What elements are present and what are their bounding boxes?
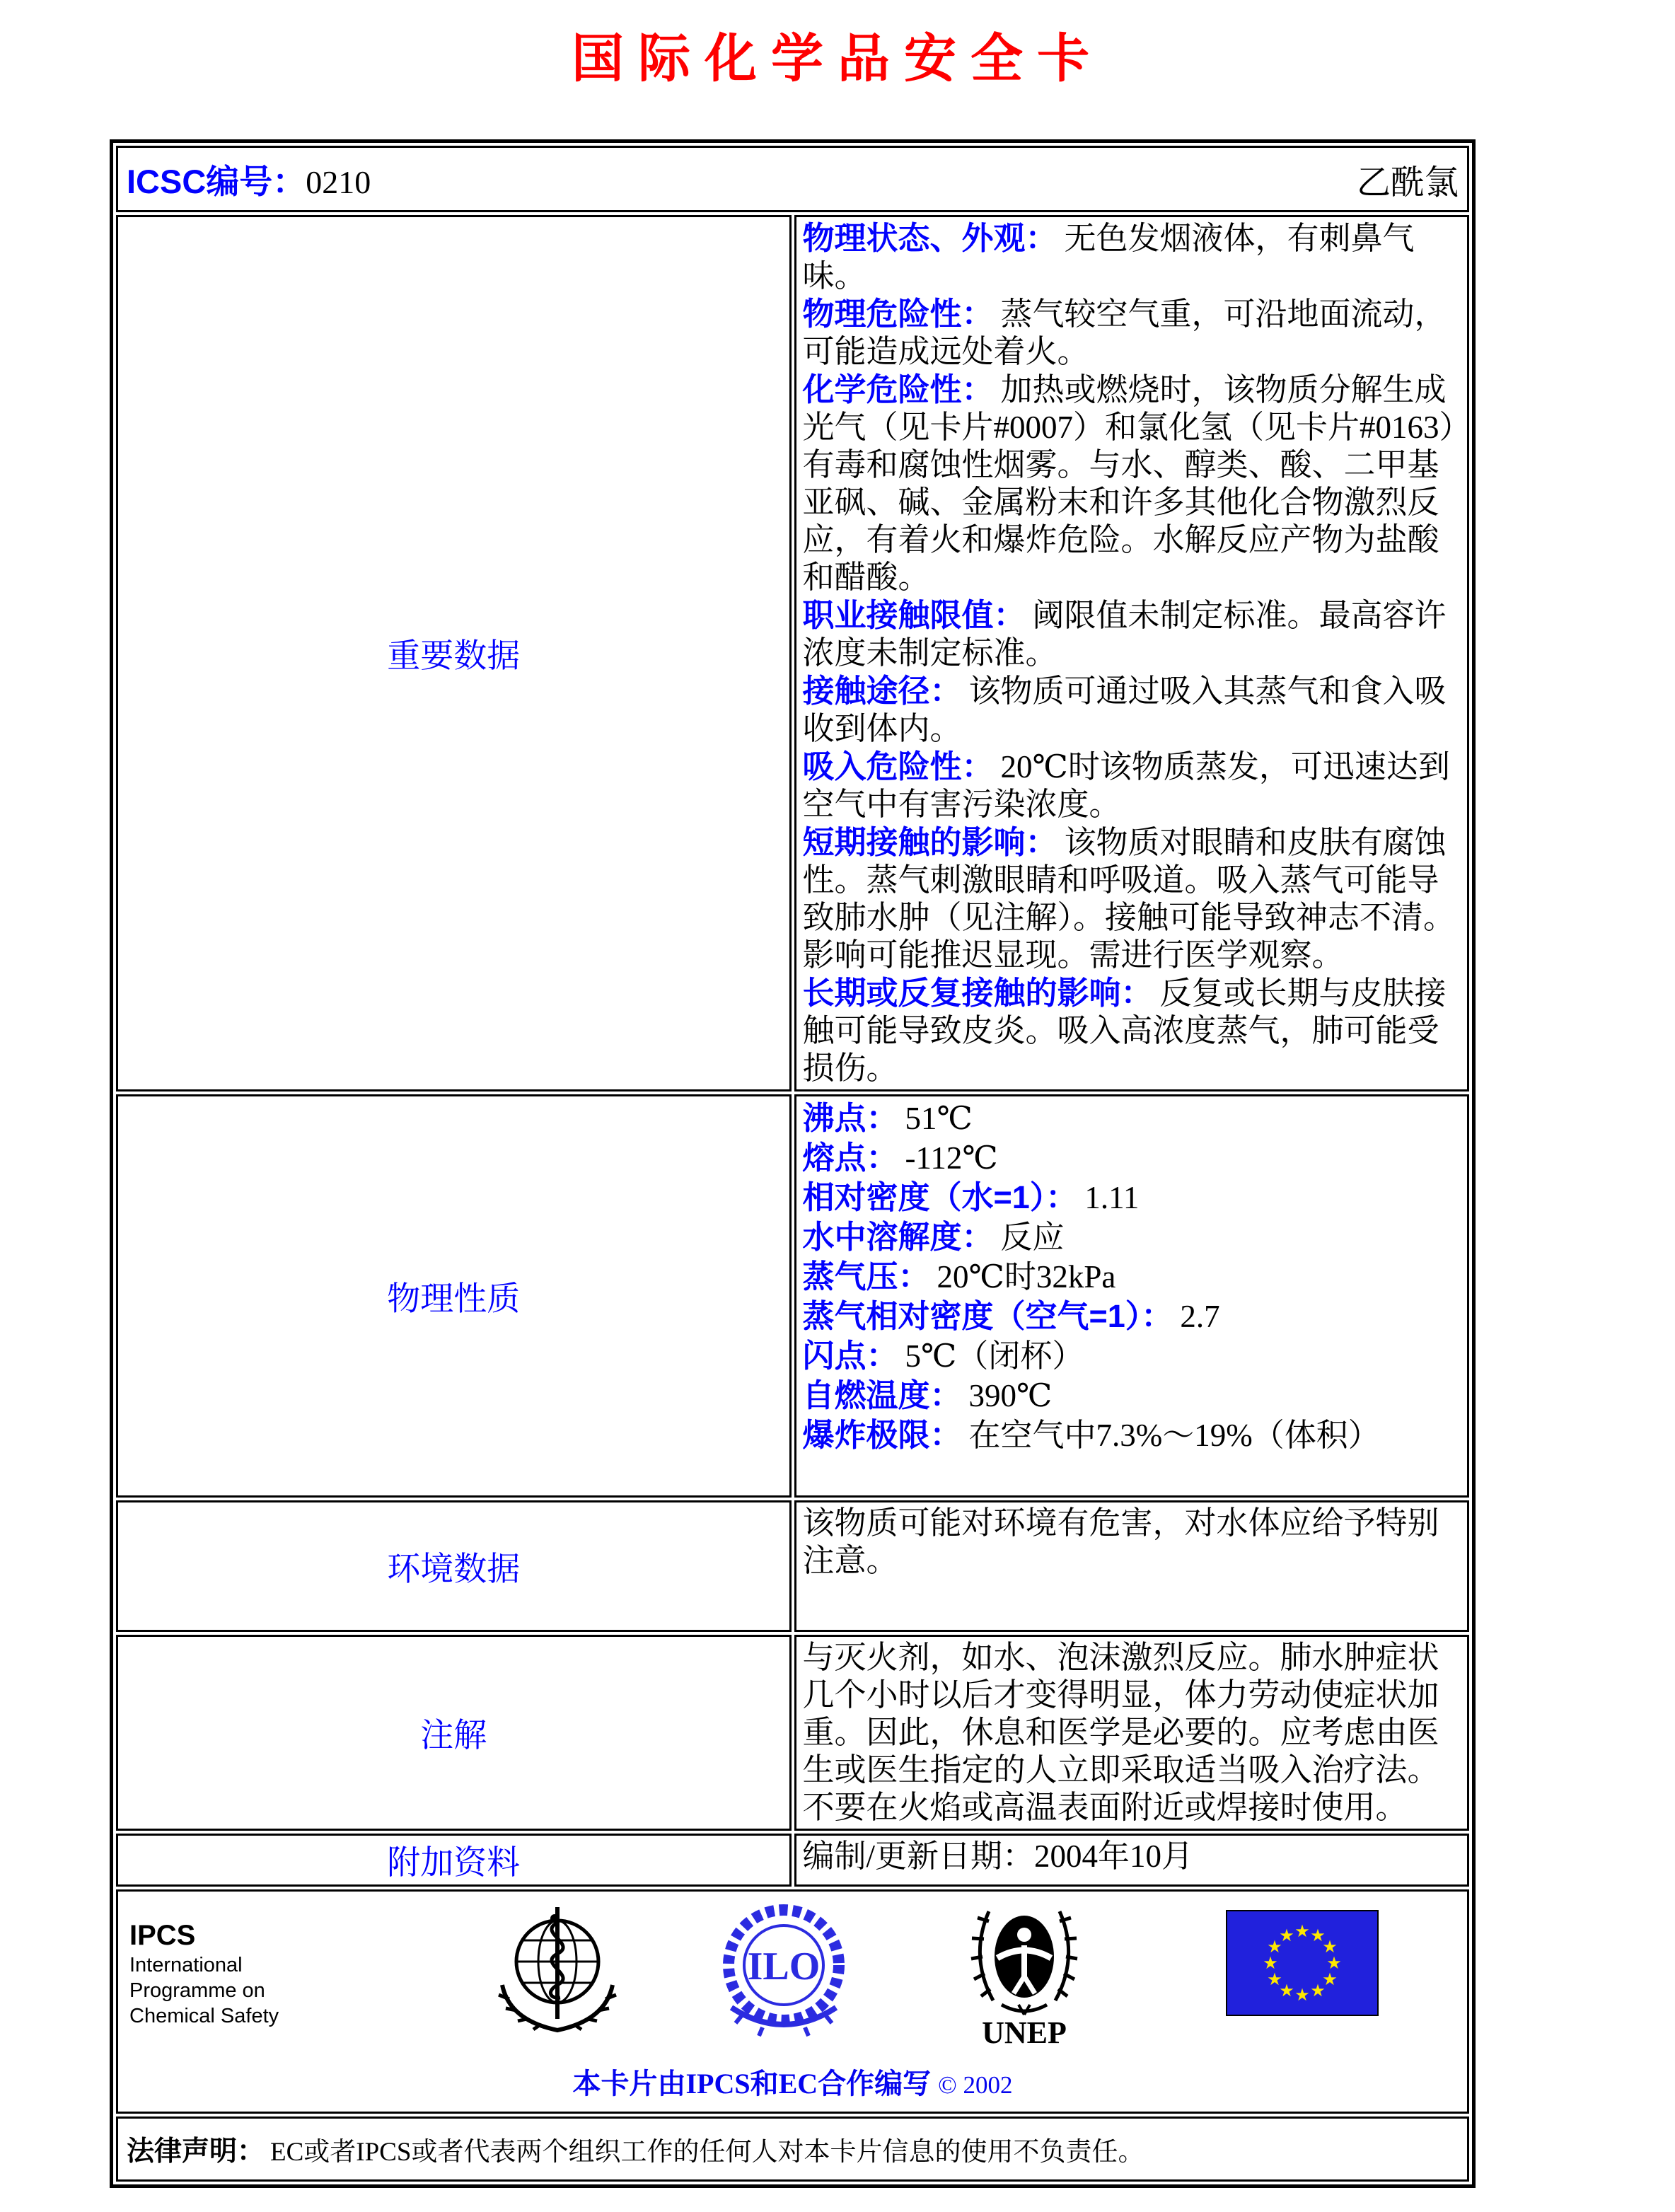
field-label: 化学危险性：	[802, 371, 994, 407]
legal-row	[116, 2117, 1469, 2182]
field-label: 蒸气相对密度（空气=1）：	[802, 1298, 1173, 1334]
physical-property-item	[803, 1336, 1459, 1376]
important-data-item	[803, 596, 1459, 672]
caption-year: © 2002	[938, 2071, 1013, 2099]
field-value: 390℃	[968, 1378, 1053, 1413]
icsc-number-group	[127, 156, 371, 203]
page-title: 国际化学品安全卡	[572, 30, 1103, 88]
field-label: 相对密度（水=1）：	[802, 1179, 1078, 1215]
additional-info-row	[116, 1834, 1469, 1887]
important-data-row	[116, 215, 1469, 1091]
field-value: 加热或燃烧时，该物质分解生成光气（见卡片#0007）和氯化氢（见卡片#0163）有毒和腐蚀性烟雾。与水、醇类、酸、二甲基亚砜、碱、金属粉末和许多其他化合物激烈反应，有着火和爆炸危险。水解反应产物为盐酸和醋酸。	[802, 372, 1456, 595]
field-label: 沸点：	[802, 1100, 898, 1136]
field-value: 5℃（闭杯）	[905, 1338, 1084, 1374]
important-data-item	[803, 823, 1459, 974]
chemical-name: 乙酰氯	[1356, 163, 1459, 202]
icsc-card-table	[110, 139, 1476, 2188]
field-value: 反复或长期与皮肤接触可能导致皮炎。吸入高浓度蒸气，肺可能受损伤。	[802, 975, 1447, 1086]
unep-label: UNEP	[982, 2015, 1067, 2050]
important-data-content	[794, 215, 1470, 1091]
physical-property-item	[803, 1217, 1459, 1257]
field-label: 接触途径：	[802, 673, 962, 709]
field-value: 在空气中7.3%～19%（体积）	[968, 1418, 1380, 1453]
field-value: 反应	[1000, 1220, 1065, 1255]
legal-cell	[116, 2117, 1469, 2182]
field-value: 20℃时该物质蒸发，可迅速达到空气中有害污染浓度。	[802, 749, 1450, 822]
physical-property-item	[803, 1257, 1459, 1297]
ilo-logo-icon	[713, 1900, 854, 2044]
field-value: 该物质对眼睛和皮肤有腐蚀性。蒸气刺激眼睛和呼吸道。吸入蒸气可能导致肺水肿（见注解）。接触可能导致神志不清。影响可能推迟显现。需进行医学观察。	[802, 825, 1456, 973]
physical-property-item	[803, 1099, 1459, 1138]
legal-text: EC或者IPCS或者代表两个组织工作的任何人对本卡片信息的使用不负责任。	[270, 2138, 1144, 2167]
ipcs-line: Chemical Safety	[129, 2005, 279, 2027]
ipcs-line: International	[129, 1954, 243, 1976]
additional-info-content: 编制/更新日期：2004年10月	[794, 1834, 1470, 1887]
field-label: 自燃温度：	[802, 1377, 962, 1413]
svg-text:★: ★	[1326, 1955, 1342, 1973]
physical-properties-content	[794, 1094, 1470, 1498]
field-value: 无色发烟液体，有刺鼻气味。	[802, 221, 1415, 294]
svg-text:★: ★	[1310, 1982, 1326, 2000]
notes-content: 与灭火剂，如水、泡沫激烈反应。肺水肿症状几个小时以后才变得明显，体力劳动使症状加重。因此，休息和医学是必要的。应考虑由医生或医生指定的人立即采取适当吸入治疗法。不要在火焰或高温表面附近或焊接时使用。	[794, 1635, 1470, 1831]
physical-property-item	[803, 1415, 1459, 1455]
ipcs-line: Programme on	[129, 1979, 265, 2002]
svg-text:★: ★	[1294, 1923, 1310, 1941]
field-value: 20℃时32kPa	[937, 1259, 1116, 1295]
field-label: 熔点：	[802, 1140, 898, 1176]
svg-text:★: ★	[1294, 1986, 1310, 2005]
logos-cell	[116, 1889, 1469, 2114]
svg-text:★: ★	[1267, 1971, 1282, 1989]
physical-property-item	[803, 1376, 1459, 1415]
cooperation-caption	[129, 2061, 1456, 2102]
ilo-letters: ILO	[747, 1945, 821, 1988]
field-label: 长期或反复接触的影响：	[802, 975, 1153, 1011]
notes-row	[116, 1635, 1469, 1831]
ipcs-acronym: IPCS	[129, 1920, 196, 1951]
important-data-item	[803, 748, 1459, 823]
svg-text:★: ★	[1322, 1971, 1338, 1989]
icsc-number-label: ICSC编号：	[127, 162, 306, 200]
physical-property-item	[803, 1138, 1459, 1178]
field-label: 职业接触限值：	[802, 597, 1026, 633]
important-data-item	[803, 295, 1459, 371]
field-value: 该物质可通过吸入其蒸气和食入吸收到体内。	[802, 673, 1447, 746]
important-data-item	[803, 219, 1459, 295]
svg-text:★: ★	[1279, 1927, 1294, 1945]
field-label: 短期接触的影响：	[802, 824, 1057, 860]
svg-text:★: ★	[1263, 1955, 1278, 1973]
important-data-item	[803, 672, 1459, 748]
field-label: 水中溶解度：	[802, 1219, 994, 1255]
unep-logo-icon	[961, 1900, 1088, 2050]
ipcs-text-block	[129, 1918, 342, 2029]
field-value: 蒸气较空气重，可沿地面流动，可能造成远处着火。	[802, 296, 1447, 369]
important-data-item	[803, 974, 1459, 1087]
header-row	[116, 146, 1469, 212]
logos-row	[116, 1889, 1469, 2114]
field-value: 阈限值未制定标准。最高容许浓度未制定标准。	[802, 598, 1447, 671]
eu-flag-icon	[1226, 1910, 1379, 2016]
field-value: 2.7	[1180, 1299, 1220, 1334]
field-label: 物理危险性：	[802, 296, 994, 332]
field-label: 闪点：	[802, 1338, 898, 1374]
field-label: 吸入危险性：	[802, 748, 994, 784]
section-label-physical-properties: 物理性质	[116, 1094, 792, 1498]
field-label: 蒸气压：	[802, 1258, 930, 1295]
important-data-item	[803, 371, 1459, 596]
svg-text:★: ★	[1279, 1982, 1294, 2000]
section-label-environmental-data: 环境数据	[116, 1500, 792, 1632]
who-logo-icon	[487, 1901, 628, 2040]
icsc-number-value: 0210	[306, 163, 371, 200]
section-label-additional-info: 附加资料	[116, 1834, 792, 1887]
environmental-data-row	[116, 1500, 1469, 1632]
field-value: 51℃	[905, 1101, 973, 1136]
svg-text:★: ★	[1267, 1938, 1282, 1957]
physical-property-item	[803, 1178, 1459, 1217]
svg-text:★: ★	[1310, 1927, 1326, 1945]
field-value: 1.11	[1084, 1180, 1140, 1215]
field-label: 物理状态、外观：	[802, 220, 1057, 256]
svg-text:★: ★	[1322, 1938, 1338, 1957]
physical-property-item	[803, 1297, 1459, 1336]
caption-text: 本卡片由IPCS和EC合作编写	[572, 2068, 932, 2100]
header-cell	[116, 146, 1469, 212]
field-value: -112℃	[905, 1140, 998, 1176]
section-label-important-data: 重要数据	[116, 215, 792, 1091]
legal-label: 法律声明：	[127, 2136, 265, 2167]
field-label: 爆炸极限：	[802, 1417, 962, 1453]
environmental-data-content: 该物质可能对环境有危害，对水体应给予特别注意。	[794, 1500, 1470, 1632]
physical-properties-row	[116, 1094, 1469, 1498]
section-label-notes: 注解	[116, 1635, 792, 1831]
